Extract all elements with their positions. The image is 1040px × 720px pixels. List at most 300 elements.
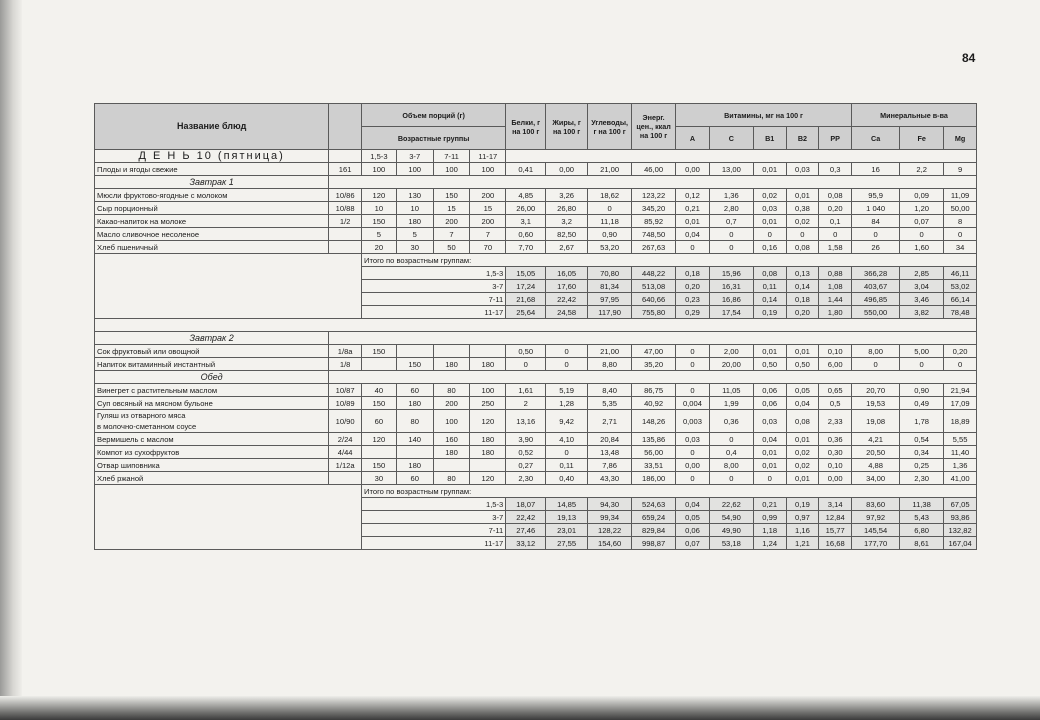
nutrient-value: 0,09 bbox=[900, 189, 944, 202]
nutrient-value: 26,80 bbox=[546, 202, 588, 215]
header-fats: Жиры, г на 100 г bbox=[546, 104, 588, 150]
nutrient-value: 0,5 bbox=[819, 397, 852, 410]
portion-size: 200 bbox=[433, 397, 470, 410]
spacer-row bbox=[95, 319, 977, 332]
portion-size: 100 bbox=[396, 163, 433, 176]
recipe-number bbox=[329, 228, 362, 241]
nutrient-value: 34 bbox=[944, 241, 977, 254]
nutrient-value: 0,01 bbox=[786, 472, 819, 485]
totals-value: 128,22 bbox=[588, 524, 632, 537]
nutrient-value: 1,58 bbox=[819, 241, 852, 254]
nutrient-value: 0,01 bbox=[753, 345, 786, 358]
nutrient-value: 1,20 bbox=[900, 202, 944, 215]
nutrient-value: 47,00 bbox=[632, 345, 676, 358]
nutrient-value: 0,00 bbox=[676, 459, 710, 472]
portion-size: 180 bbox=[470, 433, 506, 446]
totals-age-group: 1,5-3 bbox=[362, 498, 506, 511]
recipe-number: 10/89 bbox=[329, 397, 362, 410]
portion-size: 100 bbox=[470, 163, 506, 176]
totals-age-group: 1,5-3 bbox=[362, 267, 506, 280]
totals-value: 0,04 bbox=[676, 498, 710, 511]
nutrient-value: 0,50 bbox=[753, 358, 786, 371]
dish-name-text: Сок фруктовый или овощной bbox=[97, 346, 200, 356]
totals-value: 24,58 bbox=[546, 306, 588, 319]
dish-name bbox=[95, 241, 329, 254]
nutrient-value: 3,90 bbox=[506, 433, 546, 446]
nutrient-value: 0,02 bbox=[786, 215, 819, 228]
nutrient-value: 5,55 bbox=[944, 433, 977, 446]
totals-value: 25,64 bbox=[506, 306, 546, 319]
nutrient-value: 0,50 bbox=[506, 345, 546, 358]
nutrient-value: 0,004 bbox=[676, 397, 710, 410]
portion-size: 100 bbox=[433, 163, 470, 176]
nutrient-value: 7,70 bbox=[506, 241, 546, 254]
recipe-number: 10/88 bbox=[329, 202, 362, 215]
nutrient-value: 0 bbox=[852, 228, 900, 241]
nutrient-value: 13,48 bbox=[588, 446, 632, 459]
nutrient-value: 21,94 bbox=[944, 384, 977, 397]
dish-name bbox=[95, 384, 329, 397]
dish-name bbox=[95, 358, 329, 371]
section-filler bbox=[329, 371, 977, 384]
portion-size: 7 bbox=[433, 228, 470, 241]
totals-value: 1,08 bbox=[819, 280, 852, 293]
nutrient-value: 26 bbox=[852, 241, 900, 254]
nutrient-value: 0,20 bbox=[819, 202, 852, 215]
nutrient-value: 0 bbox=[900, 358, 944, 371]
dish-name-text: Суп овсяный на мясном бульоне bbox=[97, 398, 213, 408]
recipe-number: 1/8а bbox=[329, 345, 362, 358]
portion-size: 30 bbox=[362, 472, 397, 485]
totals-label: Итого по возрастным группам: bbox=[362, 485, 977, 498]
nutrient-value: 0,4 bbox=[709, 446, 753, 459]
nutrient-value: 0,03 bbox=[753, 202, 786, 215]
scan-shadow-bottom bbox=[0, 696, 1040, 720]
dish-row bbox=[95, 459, 977, 472]
nutrient-value: 21,00 bbox=[588, 345, 632, 358]
totals-value: 0,20 bbox=[786, 306, 819, 319]
nutrient-value: 0,04 bbox=[676, 228, 710, 241]
totals-value: 3,46 bbox=[900, 293, 944, 306]
nutrient-value: 0,05 bbox=[786, 384, 819, 397]
nutrient-value: 2,33 bbox=[819, 410, 852, 433]
nutrient-value: 82,50 bbox=[546, 228, 588, 241]
totals-age-group: 11-17 bbox=[362, 537, 506, 550]
header-vitamin-b1: B1 bbox=[753, 127, 786, 150]
nutrient-value: 11,18 bbox=[588, 215, 632, 228]
portion-size: 5 bbox=[362, 228, 397, 241]
totals-value: 0,88 bbox=[819, 267, 852, 280]
recipe-number bbox=[329, 472, 362, 485]
nutrient-value: 0,65 bbox=[819, 384, 852, 397]
dish-name bbox=[95, 459, 329, 472]
nutrient-value: 0,90 bbox=[900, 384, 944, 397]
nutrient-value: 0,21 bbox=[676, 202, 710, 215]
portion-size: 7 bbox=[470, 228, 506, 241]
nutrient-value: 123,22 bbox=[632, 189, 676, 202]
dish-row bbox=[95, 472, 977, 485]
nutrient-value: 2 bbox=[506, 397, 546, 410]
nutrient-value: 2,80 bbox=[709, 202, 753, 215]
totals-value: 524,63 bbox=[632, 498, 676, 511]
header-vitamin-pp: PP bbox=[819, 127, 852, 150]
nutrient-value: 2,67 bbox=[546, 241, 588, 254]
dish-name-text: Хлеб пшеничный bbox=[97, 242, 158, 252]
dish-row bbox=[95, 410, 977, 433]
dish-row bbox=[95, 163, 977, 176]
totals-value: 0,05 bbox=[676, 511, 710, 524]
nutrient-value: 17,09 bbox=[944, 397, 977, 410]
nutrient-value: 0,03 bbox=[786, 163, 819, 176]
totals-value: 3,04 bbox=[900, 280, 944, 293]
portion-size bbox=[362, 446, 397, 459]
portion-size: 120 bbox=[362, 433, 397, 446]
nutrient-value: 0,06 bbox=[753, 397, 786, 410]
nutrient-value: 0,40 bbox=[546, 472, 588, 485]
nutrient-value: 0,7 bbox=[709, 215, 753, 228]
portion-size: 150 bbox=[362, 215, 397, 228]
nutrient-value: 0,01 bbox=[786, 189, 819, 202]
nutrient-value: 43,30 bbox=[588, 472, 632, 485]
totals-value: 70,80 bbox=[588, 267, 632, 280]
totals-age-group: 3-7 bbox=[362, 280, 506, 293]
header-age-groups: Возрастные группы bbox=[362, 127, 506, 150]
portion-size bbox=[470, 345, 506, 358]
nutrient-value: 95,9 bbox=[852, 189, 900, 202]
nutrient-value: 2,00 bbox=[709, 345, 753, 358]
nutrient-value: 0,08 bbox=[786, 241, 819, 254]
totals-value: 99,34 bbox=[588, 511, 632, 524]
totals-value: 117,90 bbox=[588, 306, 632, 319]
totals-value: 0,06 bbox=[676, 524, 710, 537]
section-filler bbox=[329, 176, 977, 189]
header-proteins: Белки, г на 100 г bbox=[506, 104, 546, 150]
totals-age-group: 7-11 bbox=[362, 524, 506, 537]
totals-value: 18,07 bbox=[506, 498, 546, 511]
totals-value: 16,05 bbox=[546, 267, 588, 280]
nutrient-value: 5,35 bbox=[588, 397, 632, 410]
nutrient-value: 8,40 bbox=[588, 384, 632, 397]
dish-name-text: Напиток витаминный инстантный bbox=[97, 359, 216, 369]
nutrient-value: 13,00 bbox=[709, 163, 753, 176]
totals-value: 659,24 bbox=[632, 511, 676, 524]
nutrient-value: 0 bbox=[676, 358, 710, 371]
dish-name bbox=[95, 433, 329, 446]
dish-name-text: Гуляш из отварного мяса bbox=[97, 411, 186, 420]
totals-value: 0,23 bbox=[676, 293, 710, 306]
nutrient-value: 21,00 bbox=[588, 163, 632, 176]
totals-value: 1,18 bbox=[753, 524, 786, 537]
totals-value: 0,11 bbox=[753, 280, 786, 293]
totals-value: 8,61 bbox=[900, 537, 944, 550]
totals-value: 0,97 bbox=[786, 511, 819, 524]
nutrient-value: 0 bbox=[676, 446, 710, 459]
dish-name bbox=[95, 228, 329, 241]
totals-value: 0,18 bbox=[676, 267, 710, 280]
dish-name bbox=[95, 446, 329, 459]
age-group-label: 1,5-3 bbox=[362, 150, 397, 163]
nutrient-value: 2,30 bbox=[900, 472, 944, 485]
portion-size: 180 bbox=[470, 358, 506, 371]
nutrient-value: 8,80 bbox=[588, 358, 632, 371]
totals-name-cell bbox=[95, 485, 362, 550]
nutrient-value: 1,60 bbox=[900, 241, 944, 254]
dish-name-text-continued: в молочно-сметанном соусе bbox=[97, 422, 197, 431]
totals-value: 97,92 bbox=[852, 511, 900, 524]
header-vitamin-a: A bbox=[676, 127, 710, 150]
portion-size: 30 bbox=[396, 241, 433, 254]
nutrient-value: 20,00 bbox=[709, 358, 753, 371]
menu-table bbox=[94, 103, 977, 550]
nutrient-value: 18,62 bbox=[588, 189, 632, 202]
portion-size: 70 bbox=[470, 241, 506, 254]
portion-size: 120 bbox=[470, 410, 506, 433]
portion-size bbox=[396, 345, 433, 358]
totals-value: 448,22 bbox=[632, 267, 676, 280]
totals-value: 21,68 bbox=[506, 293, 546, 306]
totals-value: 94,30 bbox=[588, 498, 632, 511]
portion-size: 200 bbox=[470, 189, 506, 202]
nutrient-value: 7,86 bbox=[588, 459, 632, 472]
dish-name-text: Компот из сухофруктов bbox=[97, 447, 180, 457]
dish-name-text: Винегрет с растительным маслом bbox=[97, 385, 218, 395]
totals-value: 0,07 bbox=[676, 537, 710, 550]
nutrient-value: 0 bbox=[852, 358, 900, 371]
totals-value: 755,80 bbox=[632, 306, 676, 319]
totals-title-row bbox=[95, 485, 977, 498]
portion-size: 60 bbox=[362, 410, 397, 433]
portion-size bbox=[396, 446, 433, 459]
totals-value: 15,96 bbox=[709, 267, 753, 280]
header-carbs: Углеводы, г на 100 г bbox=[588, 104, 632, 150]
nutrient-value: 2,30 bbox=[506, 472, 546, 485]
nutrient-value: 0 bbox=[709, 433, 753, 446]
totals-value: 1,16 bbox=[786, 524, 819, 537]
dish-row bbox=[95, 241, 977, 254]
nutrient-value: 40,92 bbox=[632, 397, 676, 410]
nutrient-value: 0 bbox=[676, 241, 710, 254]
recipe-number: 161 bbox=[329, 163, 362, 176]
nutrient-value: 2,2 bbox=[900, 163, 944, 176]
header-mineral-fe: Fe bbox=[900, 127, 944, 150]
totals-value: 0,19 bbox=[786, 498, 819, 511]
portion-size: 15 bbox=[470, 202, 506, 215]
nutrient-value: 11,05 bbox=[709, 384, 753, 397]
nutrient-value: 0,00 bbox=[546, 163, 588, 176]
nutrient-value: 20,70 bbox=[852, 384, 900, 397]
nutrient-value: 0,10 bbox=[819, 345, 852, 358]
nutrient-value: 0,38 bbox=[786, 202, 819, 215]
recipe-number: 2/24 bbox=[329, 433, 362, 446]
nutrient-value: 0,04 bbox=[753, 433, 786, 446]
nutrient-value: 0,25 bbox=[900, 459, 944, 472]
dish-row bbox=[95, 384, 977, 397]
dish-name bbox=[95, 163, 329, 176]
header-vitamin-b2: B2 bbox=[786, 127, 819, 150]
header-recipe bbox=[329, 104, 362, 150]
dish-name-text: Масло сливочное несоленое bbox=[97, 229, 200, 239]
nutrient-value: 0,00 bbox=[819, 472, 852, 485]
totals-value: 19,13 bbox=[546, 511, 588, 524]
totals-value: 998,87 bbox=[632, 537, 676, 550]
totals-value: 0,99 bbox=[753, 511, 786, 524]
nutrient-value: 0,00 bbox=[676, 163, 710, 176]
spacer-cell bbox=[95, 319, 977, 332]
nutrient-value: 0,3 bbox=[819, 163, 852, 176]
nutrient-value: 19,08 bbox=[852, 410, 900, 433]
totals-value: 0,18 bbox=[786, 293, 819, 306]
nutrient-value: 0,01 bbox=[753, 446, 786, 459]
header-energy: Энерг. цен., ккал на 100 г bbox=[632, 104, 676, 150]
day-header-row bbox=[95, 150, 977, 163]
portion-size: 200 bbox=[433, 215, 470, 228]
nutrient-value: 0,06 bbox=[753, 384, 786, 397]
totals-value: 0,14 bbox=[753, 293, 786, 306]
nutrient-value: 26,00 bbox=[506, 202, 546, 215]
nutrient-value: 0,01 bbox=[786, 433, 819, 446]
totals-value: 6,80 bbox=[900, 524, 944, 537]
portion-size: 5 bbox=[396, 228, 433, 241]
totals-value: 0,20 bbox=[676, 280, 710, 293]
nutrient-value: 0,49 bbox=[900, 397, 944, 410]
totals-value: 0,14 bbox=[786, 280, 819, 293]
totals-value: 177,70 bbox=[852, 537, 900, 550]
totals-value: 17,24 bbox=[506, 280, 546, 293]
recipe-number: 1/2 bbox=[329, 215, 362, 228]
portion-size: 100 bbox=[470, 384, 506, 397]
nutrient-value: 4,10 bbox=[546, 433, 588, 446]
portion-size: 180 bbox=[433, 358, 470, 371]
age-group-label: 11-17 bbox=[470, 150, 506, 163]
totals-value: 97,95 bbox=[588, 293, 632, 306]
nutrient-value: 0,02 bbox=[786, 446, 819, 459]
dish-row bbox=[95, 215, 977, 228]
nutrient-value: 0 bbox=[900, 228, 944, 241]
totals-value: 640,66 bbox=[632, 293, 676, 306]
nutrient-value: 0 bbox=[546, 358, 588, 371]
portion-size: 80 bbox=[396, 410, 433, 433]
nutrient-value: 3,26 bbox=[546, 189, 588, 202]
nutrient-value: 0,04 bbox=[786, 397, 819, 410]
portion-size: 100 bbox=[362, 163, 397, 176]
totals-value: 17,60 bbox=[546, 280, 588, 293]
nutrient-value: 148,26 bbox=[632, 410, 676, 433]
totals-value: 154,60 bbox=[588, 537, 632, 550]
nutrient-value: 34,00 bbox=[852, 472, 900, 485]
totals-value: 3,82 bbox=[900, 306, 944, 319]
nutrient-value: 1,61 bbox=[506, 384, 546, 397]
totals-age-group: 3-7 bbox=[362, 511, 506, 524]
nutrient-value: 11,40 bbox=[944, 446, 977, 459]
nutrient-value: 748,50 bbox=[632, 228, 676, 241]
nutrient-value: 0,90 bbox=[588, 228, 632, 241]
header-vitamins: Витамины, мг на 100 г bbox=[676, 104, 852, 127]
nutrient-value: 0,02 bbox=[786, 459, 819, 472]
nutrient-value: 0,12 bbox=[676, 189, 710, 202]
totals-age-group: 11-17 bbox=[362, 306, 506, 319]
portion-size: 60 bbox=[396, 472, 433, 485]
recipe-number: 4/44 bbox=[329, 446, 362, 459]
nutrient-value: 0 bbox=[944, 358, 977, 371]
recipe-number: 10/86 bbox=[329, 189, 362, 202]
nutrient-value: 8,00 bbox=[852, 345, 900, 358]
recipe-number: 10/90 bbox=[329, 410, 362, 433]
nutrient-value: 0,34 bbox=[900, 446, 944, 459]
portion-size: 50 bbox=[433, 241, 470, 254]
nutrient-value: 0 bbox=[819, 228, 852, 241]
totals-value: 1,44 bbox=[819, 293, 852, 306]
totals-value: 2,85 bbox=[900, 267, 944, 280]
nutrient-value: 0,11 bbox=[546, 459, 588, 472]
nutrient-value: 0,30 bbox=[819, 446, 852, 459]
dish-name bbox=[95, 410, 329, 433]
nutrient-value: 0 bbox=[753, 472, 786, 485]
nutrient-value: 16 bbox=[852, 163, 900, 176]
portion-size bbox=[433, 345, 470, 358]
totals-value: 0,19 bbox=[753, 306, 786, 319]
dish-row bbox=[95, 189, 977, 202]
totals-value: 49,90 bbox=[709, 524, 753, 537]
portion-size bbox=[433, 459, 470, 472]
totals-value: 83,60 bbox=[852, 498, 900, 511]
nutrient-value: 85,92 bbox=[632, 215, 676, 228]
nutrient-value: 0 bbox=[709, 228, 753, 241]
totals-value: 5,43 bbox=[900, 511, 944, 524]
totals-value: 0,13 bbox=[786, 267, 819, 280]
age-group-label: 7-11 bbox=[433, 150, 470, 163]
totals-value: 54,90 bbox=[709, 511, 753, 524]
totals-value: 14,85 bbox=[546, 498, 588, 511]
recipe-number: 10/87 bbox=[329, 384, 362, 397]
nutrient-value: 1,36 bbox=[944, 459, 977, 472]
totals-value: 22,42 bbox=[506, 511, 546, 524]
nutrient-value: 0,01 bbox=[786, 345, 819, 358]
nutrient-value: 53,20 bbox=[588, 241, 632, 254]
recipe-number: 1/8 bbox=[329, 358, 362, 371]
nutrient-value: 3,1 bbox=[506, 215, 546, 228]
meal-section-row bbox=[95, 371, 977, 384]
dish-row bbox=[95, 446, 977, 459]
portion-size: 180 bbox=[396, 397, 433, 410]
portion-size: 100 bbox=[433, 410, 470, 433]
totals-value: 167,04 bbox=[944, 537, 977, 550]
meal-section-title: Завтрак 2 bbox=[95, 332, 329, 345]
portion-size: 80 bbox=[433, 472, 470, 485]
totals-value: 496,85 bbox=[852, 293, 900, 306]
nutrient-value: 0 bbox=[676, 472, 710, 485]
totals-value: 403,67 bbox=[852, 280, 900, 293]
header-mineral-ca: Ca bbox=[852, 127, 900, 150]
nutrient-value: 20,84 bbox=[588, 433, 632, 446]
nutrient-value: 0 bbox=[676, 384, 710, 397]
totals-value: 1,80 bbox=[819, 306, 852, 319]
nutrient-value: 0 bbox=[588, 202, 632, 215]
portion-size: 180 bbox=[396, 459, 433, 472]
totals-value: 16,31 bbox=[709, 280, 753, 293]
nutrient-value: 4,21 bbox=[852, 433, 900, 446]
dish-name-text: Хлеб ржаной bbox=[97, 473, 144, 483]
nutrient-value: 9,42 bbox=[546, 410, 588, 433]
dish-row bbox=[95, 433, 977, 446]
nutrient-value: 0 bbox=[786, 228, 819, 241]
nutrient-value: 11,09 bbox=[944, 189, 977, 202]
dish-name bbox=[95, 202, 329, 215]
header-vitamin-c: C bbox=[709, 127, 753, 150]
totals-name-cell bbox=[95, 254, 362, 319]
nutrient-value: 0,01 bbox=[753, 163, 786, 176]
nutrient-value: 20,50 bbox=[852, 446, 900, 459]
dish-name-text: Плоды и ягоды свежие bbox=[97, 164, 178, 174]
